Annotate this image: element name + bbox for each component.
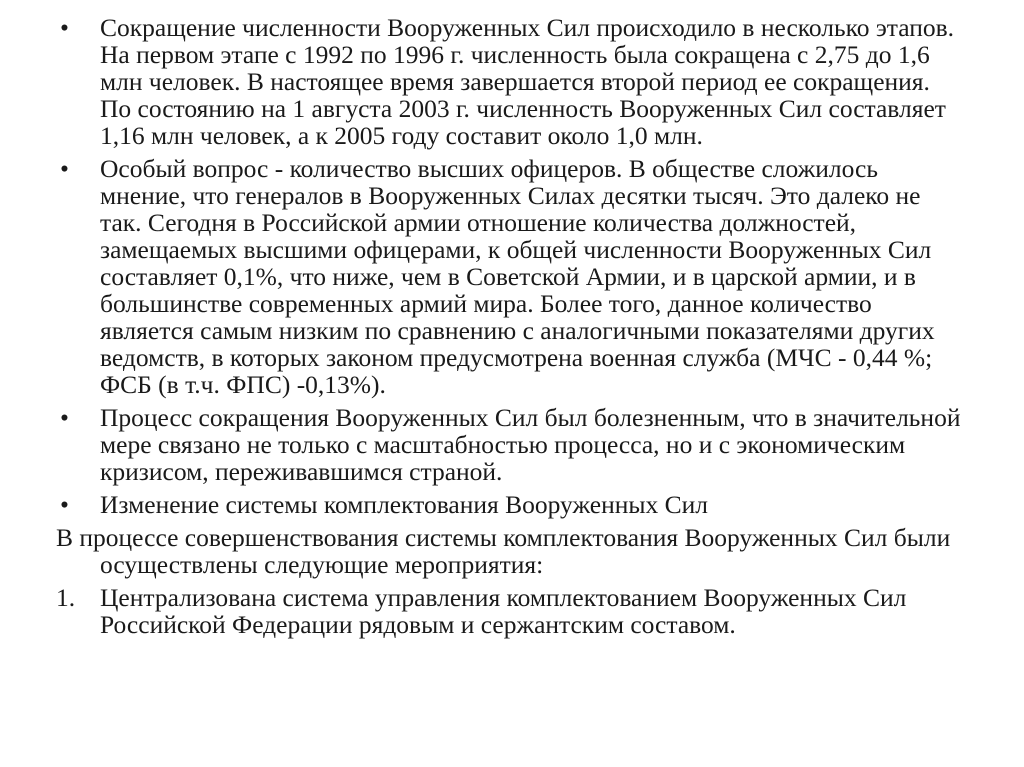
bullet-marker: • [60,154,69,183]
bullet-text: Сокращение численности Вооруженных Сил происходило в несколько этапов. На первом этапе с 1992 по 1996 г. численность была сокращена с 2,75 до 1,6 млн человек. В настоящее время завершается второй период ее сокращения. По состоянию на 1 августа 2003 г. численность Вооруженных Сил составляет 1,16 млн человек, а к 2005 году составит около 1,0 млн. [100,13,955,150]
bullet-marker: • [60,13,69,42]
bullet-marker: • [60,490,69,519]
bullet-item-recruitment-change [56,491,964,518]
plain-paragraph: В процессе совершенствования системы комплектования Вооруженных Сил были осуществлены следующие мероприятия: [56,523,951,579]
numbered-item-1 [56,584,964,638]
bullet-item-painful-process [56,404,964,485]
bullet-text: Процесс сокращения Вооруженных Сил был болезненным, что в значительной мере связано не только с масштабностью процесса, но и с экономическим кризисом, переживавшимся страной. [100,403,961,486]
item-number: 1. [56,583,76,612]
bullet-text: Изменение системы комплектования Вооруженных Сил [100,490,709,519]
bullet-text: Особый вопрос - количество высших офицеров. В обществе сложилось мнение, что генералов в Вооруженных Силах десятки тысяч. Это далеко не так. Сегодня в Российской армии отношение количества должностей, замещаемых высшими офицерами, к общей численности Вооруженных Сил составляет 0,1%, что ниже, чем в Советской Армии, и в царской армии, и в большинстве современных армий мира. Более того, данное количество является самым низким по сравнению с аналогичными показателями других ведомств, в которых законом предусмотрена военная служба (МЧС - 0,44 %; ФСБ (в т.ч. ФПС) -0,13%). [100,154,935,399]
bullet-item-reduction-stages [56,14,964,149]
bullet-marker: • [60,403,69,432]
numbered-item-text: Централизована система управления комплектованием Вооруженных Сил Российской Федерации рядовым и сержантским составом. [100,583,907,639]
bullet-item-senior-officers [56,155,964,398]
